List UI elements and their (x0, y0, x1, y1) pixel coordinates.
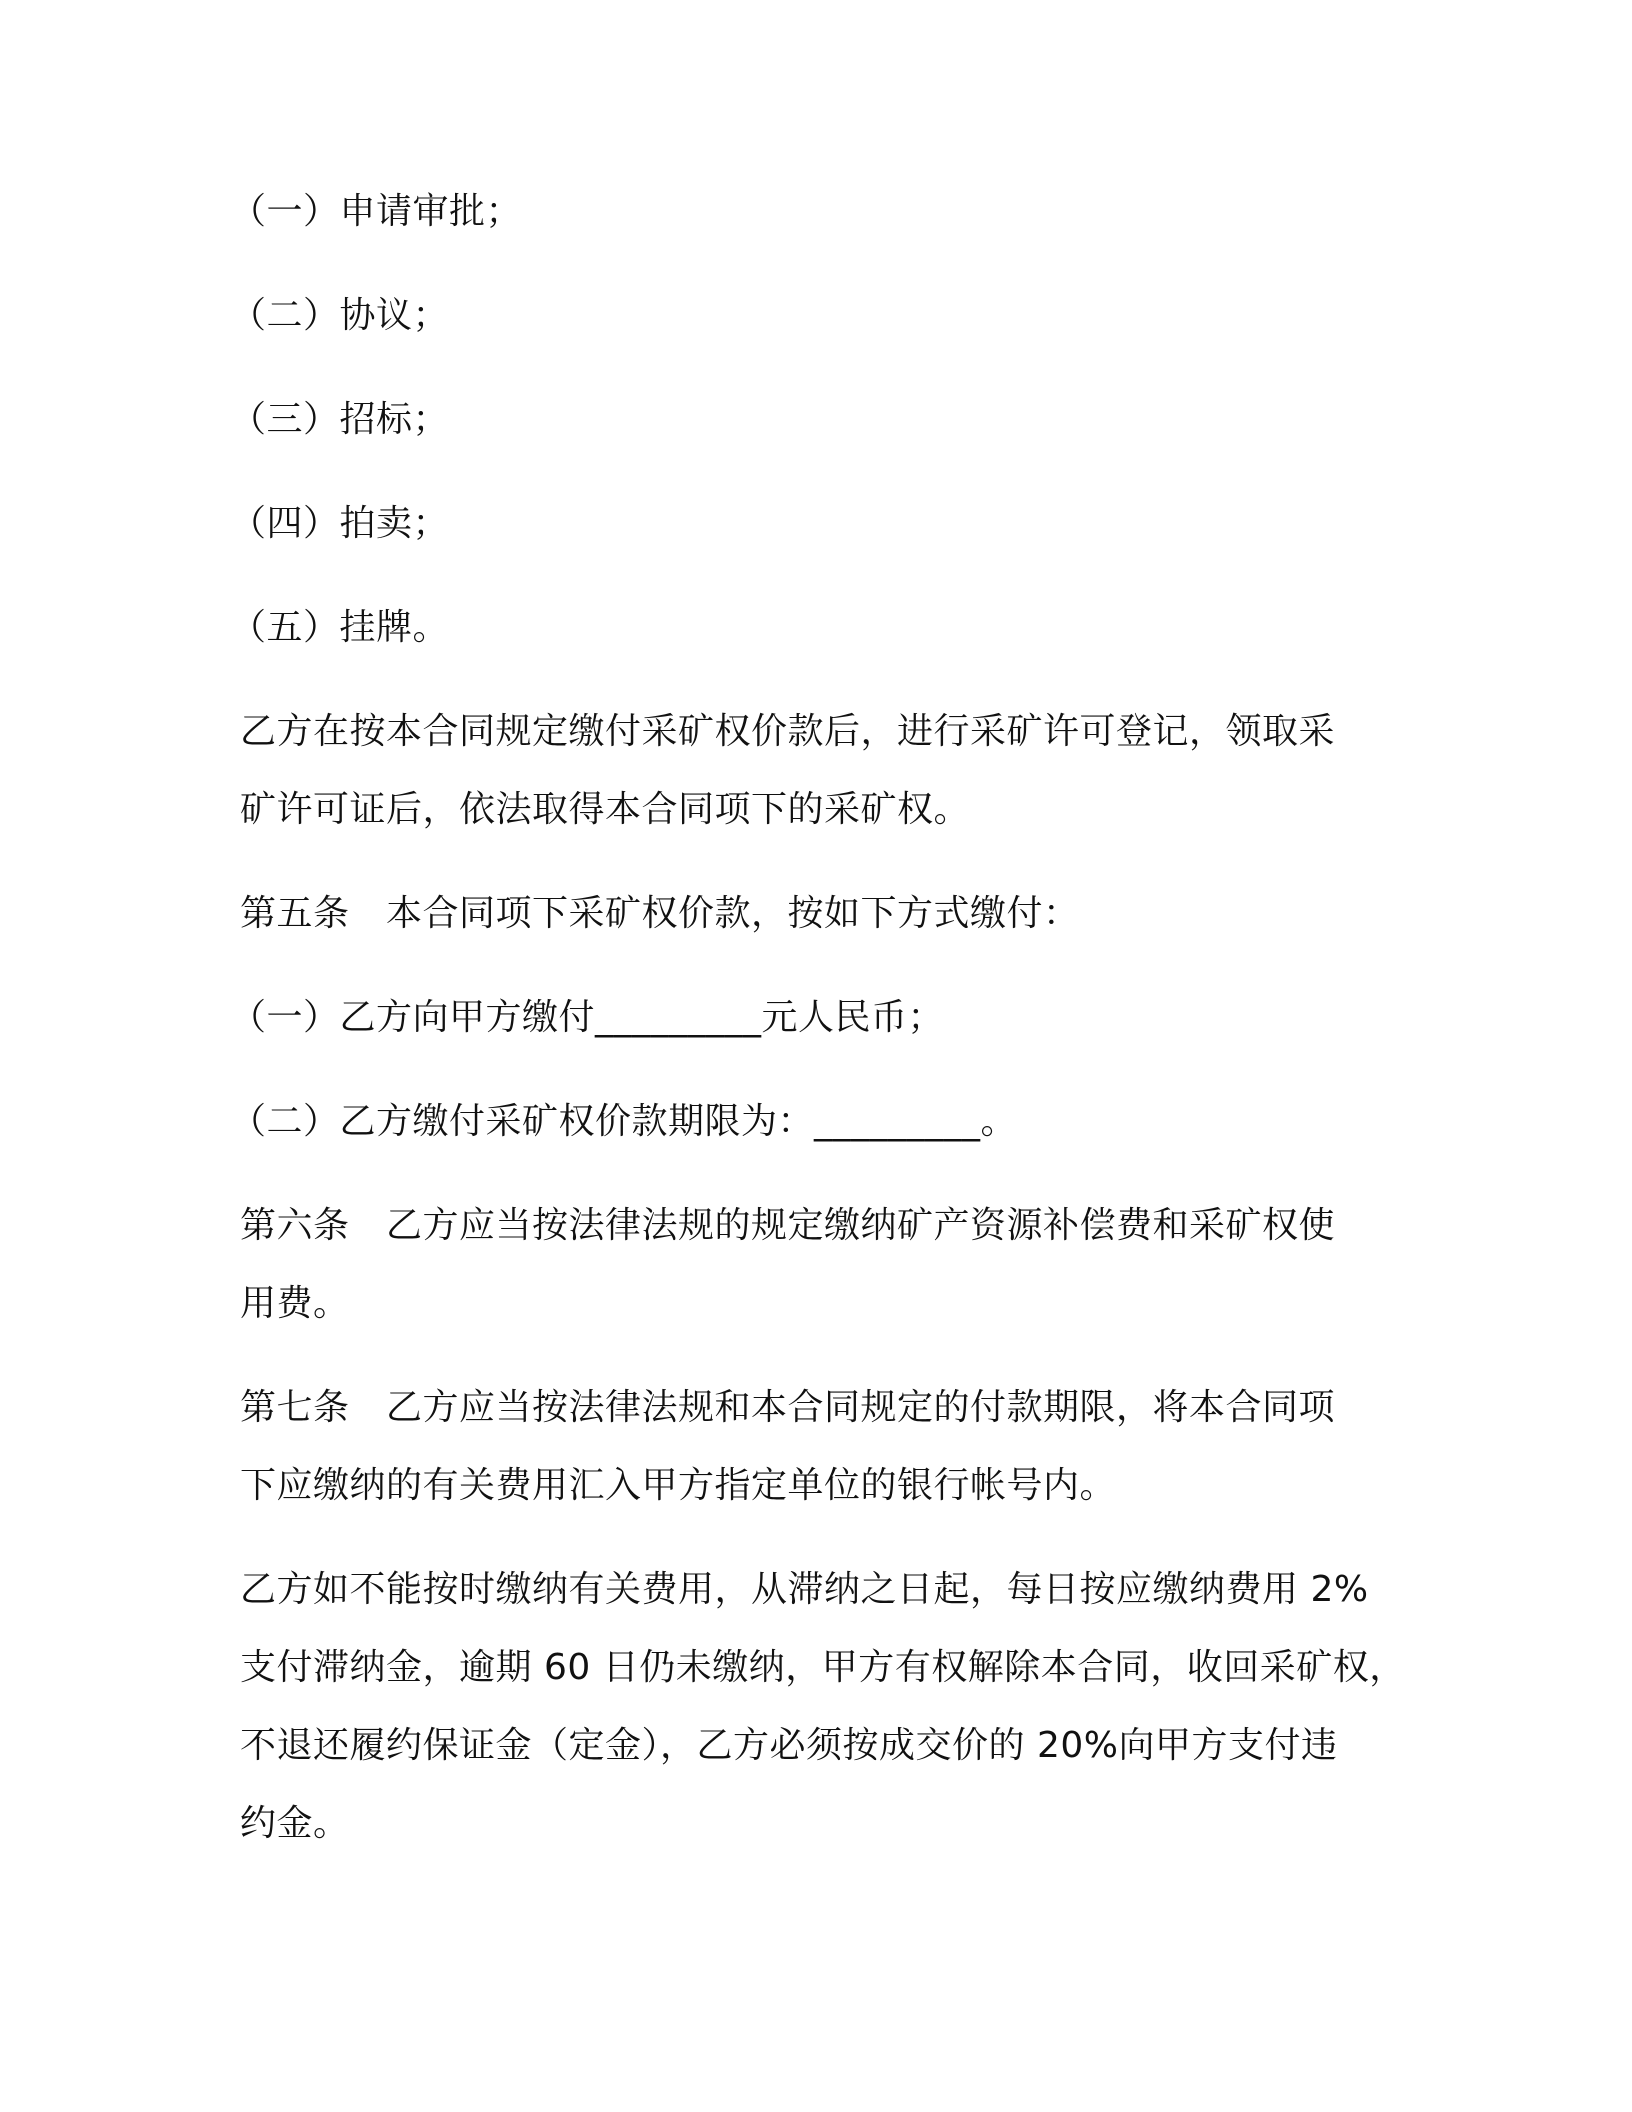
article-six-line: 第六条 乙方应当按法律法规的规定缴纳矿产资源补偿费和采矿权使 (240, 1205, 1336, 1246)
penalty-paragraph-line: 乙方如不能按时缴纳有关费用，从滞纳之日起，每日按应缴纳费用 2% (240, 1569, 1369, 1610)
list-item-tender: （三）招标； (230, 399, 450, 440)
penalty-paragraph-line: 支付滞纳金，逾期 60 日仍未缴纳，甲方有权解除本合同，收回采矿权， (240, 1647, 1406, 1688)
penalty-paragraph-line: 约金。 (240, 1803, 350, 1844)
payment-deadline-item: （二）乙方缴付采矿权价款期限为：_________。 (230, 1101, 1018, 1142)
paragraph-line: 乙方在按本合同规定缴付采矿权价款后，进行采矿许可登记，领取采 (240, 711, 1336, 752)
paragraph-line: 矿许可证后，依法取得本合同项下的采矿权。 (240, 789, 971, 830)
article-seven-line: 第七条 乙方应当按法律法规和本合同规定的付款期限，将本合同项 (240, 1387, 1336, 1428)
article-seven-line: 下应缴纳的有关费用汇入甲方指定单位的银行帐号内。 (240, 1465, 1117, 1506)
penalty-paragraph-line: 不退还履约保证金（定金），乙方必须按成交价的 20%向甲方支付违 (240, 1725, 1338, 1766)
list-item-listing: （五）挂牌。 (230, 607, 450, 648)
article-six-line: 用费。 (240, 1283, 350, 1324)
list-item-approval: （一）申请审批； (230, 191, 523, 232)
list-item-agreement: （二）协议； (230, 295, 450, 336)
article-five: 第五条 本合同项下采矿权价款，按如下方式缴付： (240, 893, 1080, 934)
payment-amount-item: （一）乙方向甲方缴付_________元人民币； (230, 997, 945, 1038)
list-item-auction: （四）拍卖； (230, 503, 450, 544)
